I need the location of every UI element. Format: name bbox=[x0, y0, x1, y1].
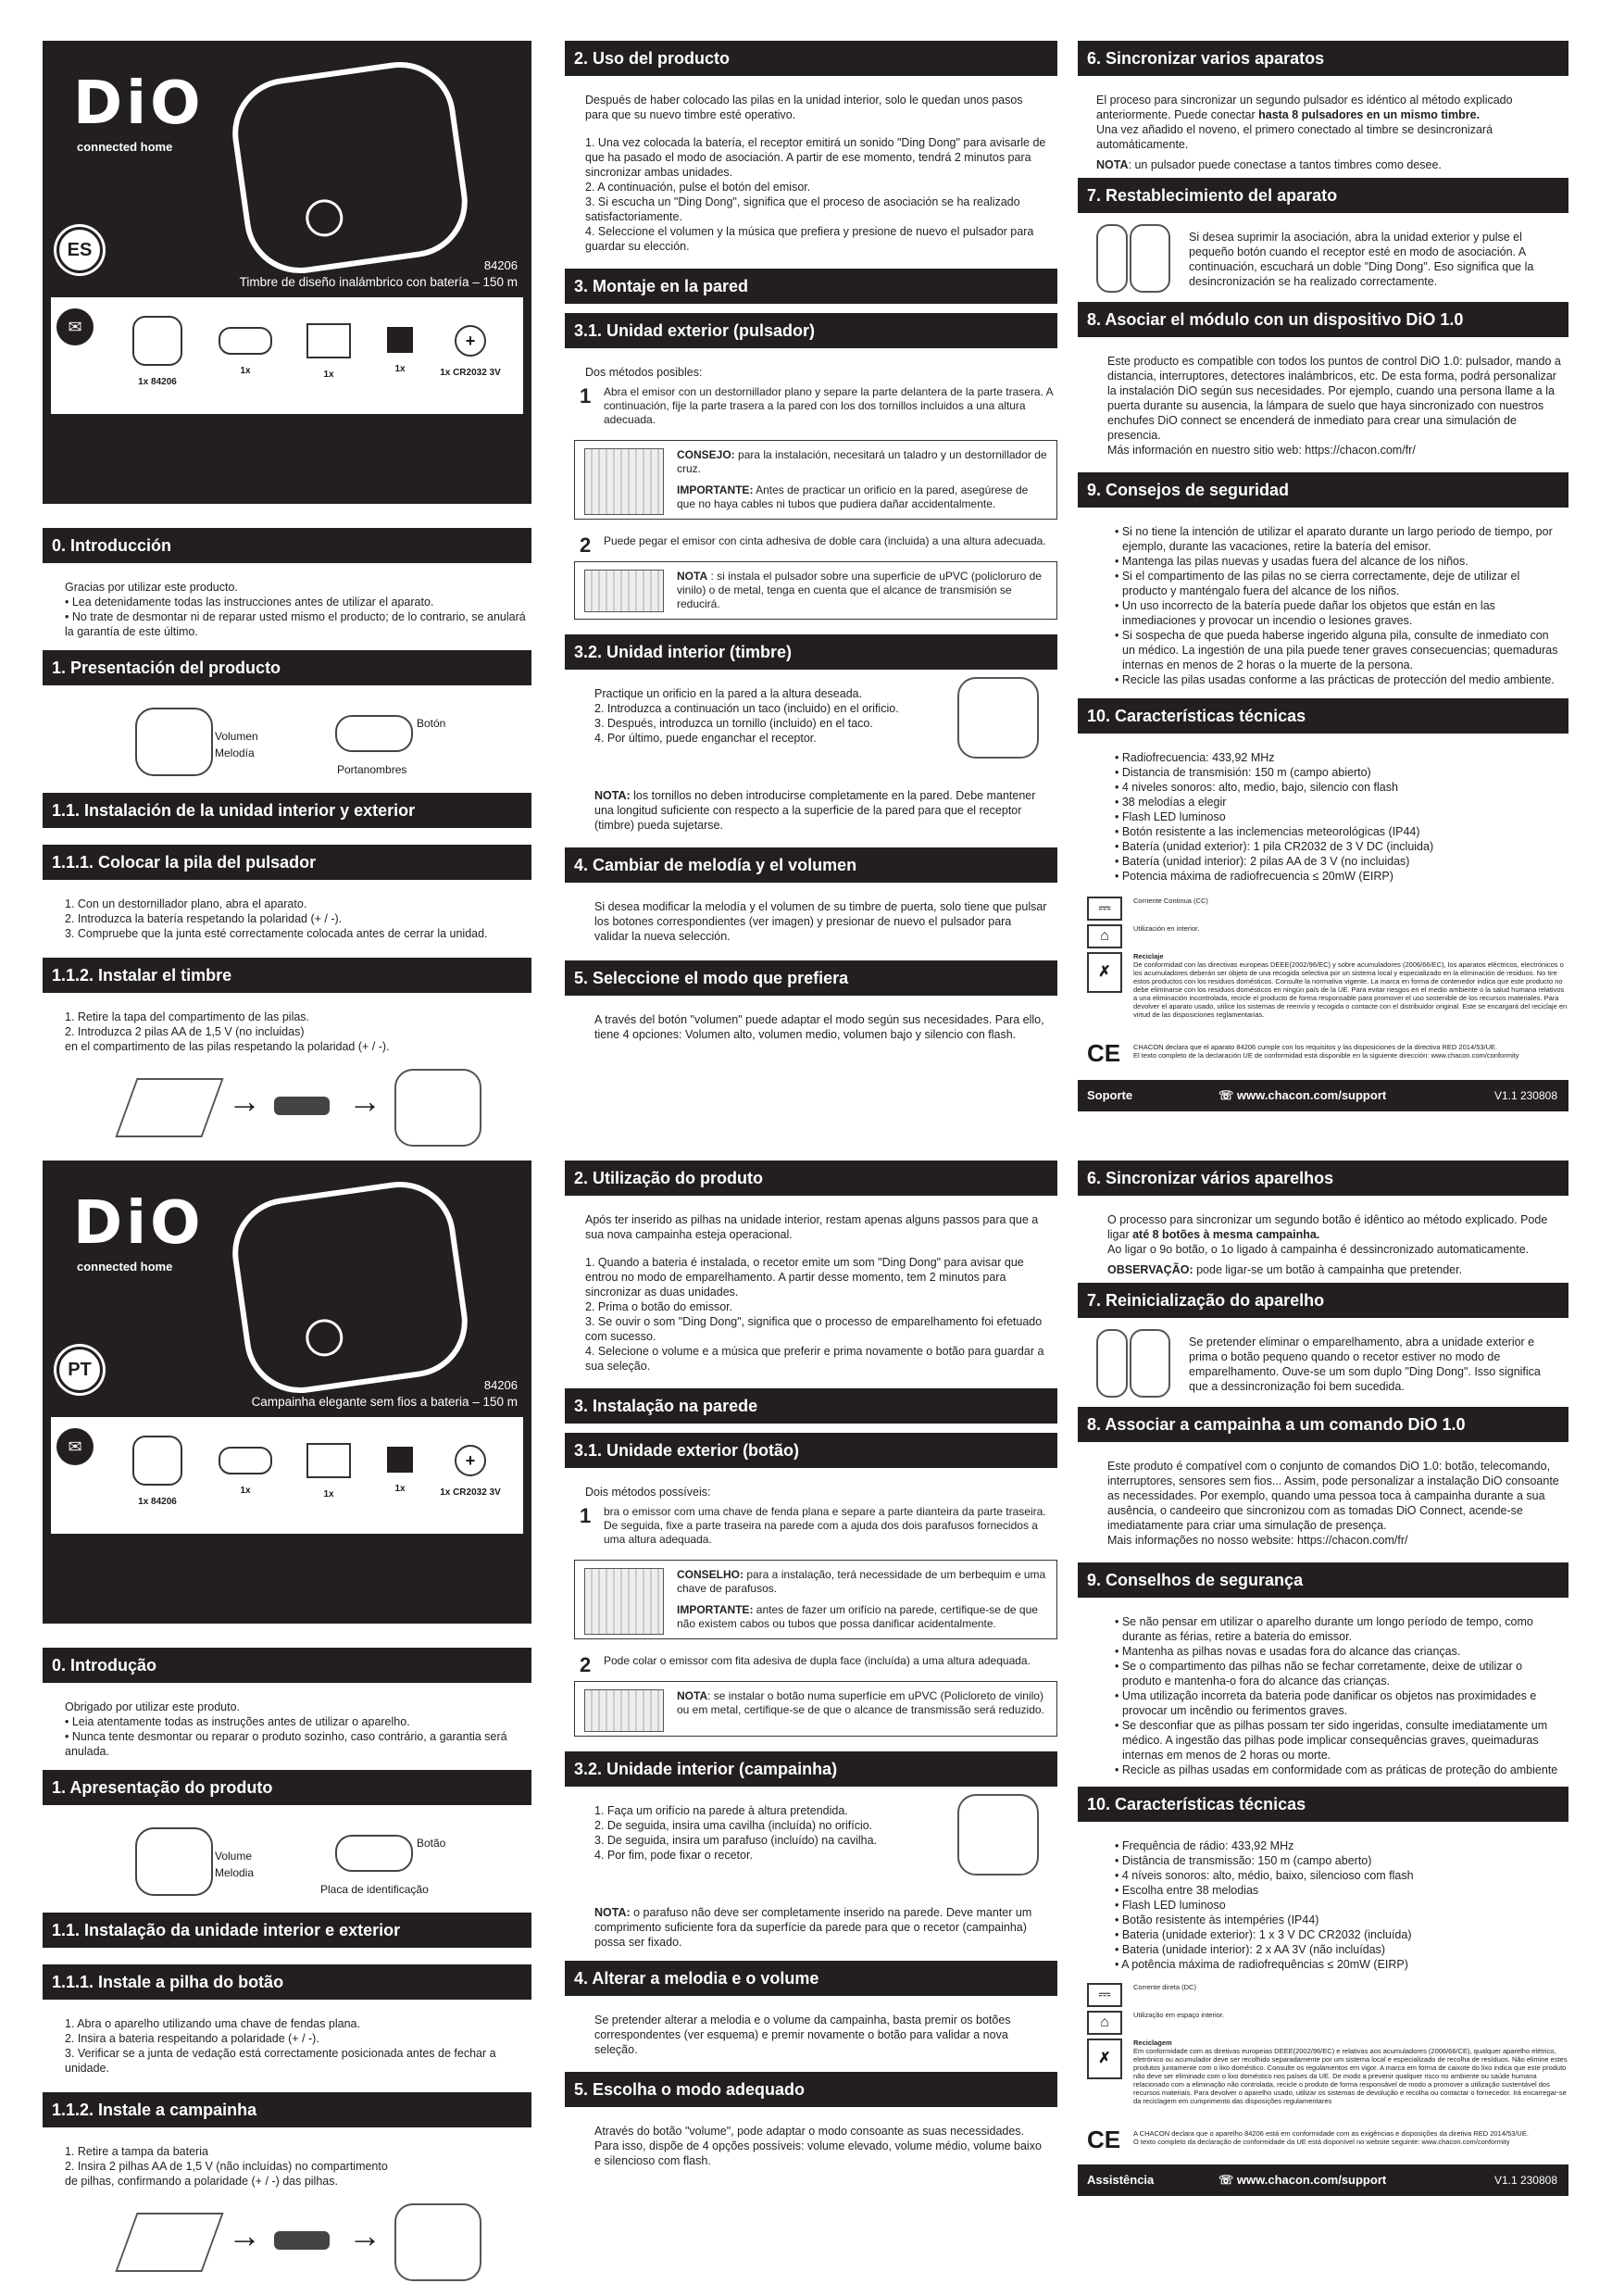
section-header: 1.1.1. Colocar la pila del pulsador bbox=[43, 845, 531, 880]
headset-icon: ☏ bbox=[1218, 2173, 1234, 2187]
section-header: 3. Instalação na parede bbox=[565, 1388, 1057, 1424]
list-item: • Botão resistente às intempéries (IP44) bbox=[1115, 1913, 1319, 1926]
step: 1. Una vez colocada la batería, el receptor emitirá un sonido "Ding Dong" para avisarle de que ha pasado el modo de asociación. A partir de ese momento, tendrá 2 minutos para sincronizar ambas unidades. bbox=[585, 136, 1046, 179]
paragraph: Através do botão "volume", pode adaptar o modo consoante as suas necessidades. Para isso, dispõe de 4 opções possíveis: volume elevado, volume médio, volume baixo e silencioso com flash. bbox=[594, 2125, 1042, 2167]
list-item: • Mantenha as pilhas novas e usadas fora do alcance das crianças. bbox=[1115, 1645, 1461, 1658]
paragraph: Este produto é compatível com o conjunto de comandos DiO 1.0: botão, telecomando, interruptores, sensores sem fios... Assim, pode personalizar a instalação DiO consoante as necessidades. Por exemplo, quando uma pessoa toca à campainha durante a sua ausência, o candeeiro que sincronizou com as tomadas DiO Connect, acende-se imediatamente para criar uma simulação de presença. bbox=[1107, 1460, 1559, 1532]
receiver-illustration bbox=[135, 1827, 213, 1896]
battery-install-illustration: → → bbox=[43, 1069, 531, 1161]
ce-mark-icon: CE bbox=[1087, 2126, 1121, 2153]
step: 4. Seleccione el volumen y la música que prefiera y presione de nuevo el pulsador para guardar su elección. bbox=[585, 225, 1034, 253]
step: 1. Faça um orifício na parede à altura pretendida. bbox=[594, 1804, 848, 1817]
indoor-house-icon: ⌂ bbox=[1087, 924, 1122, 948]
symbol-row: CE A CHACON declara que o aparelho 84206 está em conformidade com as exigências e disposições da diretiva RED 2014/53/UE. O texto completo da declaração de conformidade da UE está disponível no website seguinte: www.chacon.com/conformity bbox=[1087, 2126, 1529, 2153]
list-item: • Botón resistente a las inclemencias meteorológicas (IP44) bbox=[1115, 825, 1420, 838]
version: V1.1 230808 bbox=[1493, 1089, 1557, 1102]
dc-icon: ⎓ bbox=[1087, 897, 1122, 921]
dio-tagline: connected home bbox=[77, 140, 173, 154]
note-box: NOTA: se instalar o botão numa superfície em uPVC (Policloreto de vinilo) ou em metal, certifique-se de que o alcance de transmissão será reduzido. bbox=[574, 1681, 1057, 1737]
list-item: • Se desconfiar que as pilhas possam ter sido ingeridas, consulte imediatamente um médico. A ingestão das pilhas pode implicar consequências graves, queimaduras internas em menos de 2 horas ou morte. bbox=[1115, 1719, 1548, 1762]
list-item: • Recicle as pilhas usadas em conformidade com as práticas de proteção do ambiente bbox=[1115, 1763, 1558, 1776]
step: 2. Insira 2 pilhas AA de 1,5 V (não incluídas) no compartimento bbox=[65, 2160, 388, 2173]
button-reset-illustration bbox=[1096, 224, 1128, 293]
spanish-manual bbox=[0, 41, 1612, 1160]
section-header: 1.1.2. Instale a campainha bbox=[43, 2092, 531, 2127]
box-item: 1x bbox=[301, 316, 356, 380]
step: 3. Después, introduzca un tornillo (incluido) en el taco. bbox=[594, 717, 873, 730]
weee-bin-icon: ✗ bbox=[1087, 2039, 1122, 2079]
paragraph: Se pretender eliminar o emparelhamento, abra a unidade exterior e prima o botão pequeno quando o recetor estiver no modo de emparelhamento. Ouve-se um som duplo "Ding Dong". Isso significa que a dessincronização foi bem sucedida. bbox=[1189, 1336, 1541, 1393]
model-number: 84206 bbox=[483, 258, 518, 272]
section-header: 9. Conselhos de segurança bbox=[1078, 1562, 1568, 1598]
section-header: 6. Sincronizar vários aparelhos bbox=[1078, 1161, 1568, 1196]
receiver-reset-illustration bbox=[1130, 1329, 1170, 1398]
paragraph: Após ter inserido as pilhas na unidade interior, restam apenas alguns passos para que a sua nova campainha esteja operacional. bbox=[585, 1213, 1039, 1241]
step: 1. Retire la tapa del compartimento de las pilas. bbox=[65, 1010, 310, 1023]
box-item: 1x bbox=[377, 316, 423, 374]
paragraph: • Leia atentamente todas as instruções antes de utilizar o aparelho. bbox=[65, 1715, 410, 1728]
section-header: 7. Restablecimiento del aparato bbox=[1078, 178, 1568, 213]
list-item: • 38 melodías a elegir bbox=[1115, 796, 1227, 809]
paragraph: Gracias por utilizar este producto. bbox=[65, 581, 238, 594]
paragraph: Mais informações no nosso website: https://chacon.com/fr/ bbox=[1107, 1534, 1408, 1547]
drill-icon bbox=[584, 1568, 664, 1635]
section-header: 7. Reinicialização do aparelho bbox=[1078, 1283, 1568, 1318]
step: 3. Se ouvir o som "Ding Dong", significa que o processo de emparelhamento foi efetuado com sucesso. bbox=[585, 1315, 1043, 1343]
section-header: 9. Consejos de seguridad bbox=[1078, 472, 1568, 508]
button-reset-illustration bbox=[1096, 1329, 1128, 1398]
step: 1. Abra o aparelho utilizando uma chave de fendas plana. bbox=[65, 2017, 360, 2030]
list-item: • Frequência de rádio: 433,92 MHz bbox=[1115, 1839, 1294, 1852]
label: Botão bbox=[417, 1837, 446, 1850]
box-item: 1x bbox=[218, 316, 273, 376]
symbol-row: ⌂ Utilização em espaço interior. bbox=[1078, 2011, 1568, 2031]
list-item: • Potencia máxima de radiofrecuencia ≤ 20mW (EIRP) bbox=[1115, 870, 1393, 883]
product-presentation-illustration bbox=[43, 1822, 531, 1905]
specs-list bbox=[1107, 1838, 1568, 1972]
label: Melodía bbox=[215, 747, 255, 759]
support-footer bbox=[1078, 1080, 1568, 1111]
paragraph: A través del botón "volumen" puede adaptar el modo según sus necesidades. Para ello, tiene 4 opciones: Volumen alto, volumen medio, volumen bajo y silencio con flash. bbox=[594, 1013, 1044, 1041]
label: Placa de identificação bbox=[320, 1883, 429, 1896]
symbol-row: ✗ Reciclaje De conformidad con las directivas europeas DEEE(2002/96/EC) y sobre acumuladores (2006/66/EC), los aparatos eléctricos, electrónicos o los acumuladores deberán ser objeto de una recogida selectiva por un sistema local y especializado en la eliminación de residuos. No tire estos productos con los residuos domésticos. Consulte la normativa vigente. La marca en forma de contenedor indica que este producto no debe eliminarse con los residuos domésticos en ningún país de la UE. Para evitar riesgos en el medio ambiente o la salud humana relativos a una eliminación incontrolada, recicle el producto de forma responsable para promover el uso sostenible de los recursos materiales. Para devolver el aparato usado, utilice los sistemas de reenvío y recogida o contacte con el distribuidor original. Este se encargará del reciclaje en virtud de las disposiciones reglamentarias. bbox=[1078, 952, 1568, 1035]
list-item: • Se o compartimento das pilhas não se fechar corretamente, deixe de utilizar o produto e mantenha-o fora do alcance das crianças. bbox=[1115, 1660, 1523, 1687]
support-label: Assistência bbox=[1087, 2173, 1155, 2187]
dio-logo: DiO bbox=[73, 69, 205, 138]
paragraph: Después de haber colocado las pilas en la unidad interior, solo le quedan unos pasos para que su nuevo timbre esté operativo. bbox=[585, 94, 1023, 121]
pt-column-2: 2. Utilização do produto Após ter inserido as pilhas na unidade interior, restam apenas alguns passos para que a sua nova campainha esteja operacional. 1. Quando a bateria é instalada, o recetor emite um som "Ding Dong" para avisar que entrou no modo de emparelhamento. A partir desse momento, tem 2 minutos para sincronizar as duas unidades. 2. Prima o botão do emissor. 3. Se ouvir o som "Ding Dong", significa que o processo de emparelhamento foi efetuado com sucesso. 4. Selecione o volume e a música que preferir e prima novamente o botão para guardar a sua seleção. 3. Instalação na parede 3.1. Unidade exterior (botão) Dois métodos possíveis: 1 bra o emissor com uma chave de fenda plana e separe a parte dianteira da parte traseira. De seguida, fixe a parte traseira na parede com a ajuda dos dois parafusos fornecidos a uma altura adequada. CONSELHO: para a instalação, terá necessidade de um berbequim e uma chave de parafusos. IMPORTANTE: antes de fazer um orifício na parede, certifique-se de que não existem cabos ou tubos que possa danificar acidentalmente. 2 Pode colar o emissor com fita adesiva de dupla face (incluída) a uma altura adequada. NOTA: se instalar o botão numa superfície em uPVC (Policloreto de vinilo) ou em metal, certifique-se de que o alcance de transmissão será reduzido. 3.2. Unidade interior (campainha) 1. Faça um orifício na parede à altura pretendida. 2. De seguida, insira uma cavilha (incluída) no orifício. 3. De seguida, insira um parafuso (incluído) na cavilha. 4. Por fim, pode fixar o recetor. NOTA: o parafuso não deve ser completamente inserido na parede. Deve manter um comprimento suficiente fora da superfície da parede para que o recetor (campainha) possa ser fixado. 4. Alterar a melodia e o volume Se pretender alterar a melodia e o volume da campainha, basta premir os botões correspondentes (ver esquema) e premir novamente o botão para validar a nova seleção. 5. Escolha o modo adequado Através do botão "volume", pode adaptar o modo consoante as suas necessidades. Para isso, dispõe de 4 opções possíveis: volume elevado, volume médio, volume baixo e silencioso com flash. bbox=[565, 1161, 1057, 2174]
paragraph: Ao ligar o 9o botão, o 1o ligado à campainha é dessincronizado automaticamente. bbox=[1107, 1243, 1530, 1256]
es-column-3: 6. Sincronizar varios aparatos El proceso para sincronizar un segundo pulsador es idéntico al método explicado anteriormente. Puede conectar hasta 8 pulsadores en un mismo timbre. Una vez añadido el noveno, el primero conectado al timbre se desincronizará automáticamente. NOTA: un pulsador puede conectase a tantos timbres como desee. 7. Restablecimiento del aparato Si desea suprimir la asociación, abra la unidad exterior y pulse el pequeño botón cuando el receptor esté en modo de asociación. A continuación, escuchará un doble "Ding Dong". Eso significa que la desincronización se ha realizado correctamente. 8. Asociar el módulo con un dispositivo DiO 1.0 Este producto es compatible con todos los puntos de control DiO 1.0: pulsador, mando a distancia, interruptores, detectores inalámbricos, etc. De esta forma, podrá personalizar la instalación DiO según sus necesidades. Por ejemplo, cuando una persona llame a la puerta durante su ausencia, la lámpara de suelo que haya sincronizado con nuestros enchufes DiO connect se encenderá de inmediato para crear una simulación de presencia. Más información en nuestro sitio web: https://chacon.com/fr/ 9. Consejos de seguridad • Si no tiene la intención de utilizar el aparato durante un largo periodo de tiempo, por ejemplo, durante las vacaciones, retire la batería del emisor. • Mantenga las pilas nuevas y usadas fuera del alcance de los niños. • Si el compartimento de las pilas no se cierra correctamente, deje de utilizar el producto y manténgalo fuera del alcance de los niños. • Un uso incorrecto de la batería puede dañar los objetos que están en las inmediaciones y provocar un incendio o lesiones graves. • Si sospecha de que pueda haberse ingerido alguna pila, consulte de inmediato con un médico. La ingestión de una pila puede tener graves consecuencias; quemaduras internas en menos de 2 horas o la muerte de la persona. • Recicle las pilas usadas conforme a las prácticas de protección del medio ambiente. 10. Características técnicas • Radiofrecuencia: 433,92 MHz • Distancia de transmisión: 150 m (campo abierto) • 4 niveles sonoros: alto, medio, bajo, silencio con flash • 38 melodías a elegir • Flash LED luminoso • Botón resistente a las inclemencias meteorológicas (IP44) • Batería (unidad exterior): 1 pila CR2032 de 3 V DC (incluida) • Batería (unidad interior): 2 pilas AA de 3 V (no incluidas) • Potencia máxima de radiofrecuencia ≤ 20mW (EIRP) ⎓ Corriente Continua (CC) ⌂ Utilización en interior. ✗ Reciclaje De conformidad con las directivas europeas DEEE(2002/96/EC) y sobre acumuladores (2006/66/EC), los aparatos eléctricos, electrónicos o los acumuladores deberán ser objeto de una recogida selectiva por un sistema local y especializado en la eliminación de residuos. No tire estos productos con los residuos domésticos. Consulte la normativa vigente. La marca en forma de contenedor indica que este producto no debe eliminarse con los residuos domésticos en ningún país de la UE. Para evitar riesgos en el medio ambiente o la salud humana relativos a una eliminación incontrolada, recicle el producto de forma responsable para promover el uso sostenible de los recursos materiales. Para devolver el aparato usado, utilice los sistemas de reenvío y recogida o contacte con el distribuidor original. Este se encargará del reciclaje en virtud de las disposiciones reglamentarias. CE CHACON declara que el aparato 84206 cumple con los requisitos y las disposiciones de la directiva RED 2014/53/UE. El texto completo de la declaración UE de conformidad está disponible en la siguiente dirección: www.chacon.com/conformity Soporte ☏ www.chacon.com/support V1.1 230808 bbox=[1078, 41, 1568, 1111]
list-item: • Un uso incorrecto de la batería puede dañar los objetos que están en las inmediaciones y provocar un incendio o lesiones graves. bbox=[1115, 599, 1495, 627]
step: 1. Retire a tampa da bateria bbox=[65, 2145, 208, 2158]
list-item: • Escolha entre 38 melodias bbox=[1115, 1884, 1259, 1897]
safety-list bbox=[1107, 524, 1563, 687]
paragraph: • Nunca tente desmontar ou reparar o produto sozinho, caso contrário, a garantia será anulada. bbox=[65, 1730, 507, 1758]
step: 2. Prima o botão do emissor. bbox=[585, 1300, 733, 1313]
section-header: 10. Características técnicas bbox=[1078, 1787, 1568, 1822]
dio-tagline: connected home bbox=[77, 1260, 173, 1273]
support-link[interactable]: ☏ www.chacon.com/support bbox=[1218, 1088, 1387, 1102]
section-header: 1. Apresentação do produto bbox=[43, 1770, 531, 1805]
paragraph: • No trate de desmontar ni de reparar usted mismo el producto; de lo contrario, se anulará la garantía de este último. bbox=[65, 610, 526, 638]
box-contents bbox=[51, 1417, 523, 1534]
section-header: 2. Utilização do produto bbox=[565, 1161, 1057, 1196]
dio-logo: DiO bbox=[73, 1189, 205, 1258]
step: 2. De seguida, insira uma cavilha (incluída) no orifício. bbox=[594, 1819, 873, 1832]
receiver-wall-illustration bbox=[957, 1794, 1039, 1876]
box-icon: ✉ bbox=[56, 308, 94, 345]
step: 2. Introduzca a continuación un taco (incluido) en el orificio. bbox=[594, 702, 899, 715]
box-contents bbox=[51, 297, 523, 414]
section-header: 0. Introducción bbox=[43, 528, 531, 563]
receiver-illustration bbox=[135, 708, 213, 776]
list-item: • Si el compartimento de las pilas no se cierra correctamente, deje de utilizar el producto y manténgalo fuera del alcance de los niños. bbox=[1115, 570, 1520, 597]
symbol-row: ⎓ Corrente direta (DC) bbox=[1078, 1983, 1568, 2003]
section-header: 3. Montaje en la pared bbox=[565, 269, 1057, 304]
list-item: • Flash LED luminoso bbox=[1115, 810, 1226, 823]
note-box: NOTA : si instala el pulsador sobre una superficie de uPVC (policloruro de vinilo) o de metal, tenga en cuenta que el alcance de transmisión se reducirá. bbox=[574, 561, 1057, 620]
specs-list bbox=[1107, 750, 1568, 884]
push-button-illustration bbox=[335, 715, 413, 752]
method-1: 1 bra o emissor com uma chave de fenda plana e separe a parte dianteira da parte traseira. De seguida, fixe a parte traseira na parede com a ajuda dos dois parafusos fornecidos a uma altura adequada. bbox=[580, 1504, 1046, 1546]
list-item: • 4 níveis sonoros: alto, médio, baixo, silencioso com flash bbox=[1115, 1869, 1414, 1882]
step: 3. De seguida, insira um parafuso (incluído) na cavilha. bbox=[594, 1834, 878, 1847]
list-item: • Mantenga las pilas nuevas y usadas fuera del alcance de los niños. bbox=[1115, 555, 1468, 568]
step: 3. Si escucha un "Ding Dong", significa que el proceso de asociación se ha realizado satisfactoriamente. bbox=[585, 195, 1020, 223]
section-header: 4. Alterar a melodia e o volume bbox=[565, 1961, 1057, 1996]
label: Volumen bbox=[215, 730, 258, 743]
section-header: 8. Asociar el módulo con un dispositivo DiO 1.0 bbox=[1078, 302, 1568, 337]
step: 2. Insira a bateria respeitando a polaridade (+ / -). bbox=[65, 2032, 319, 2045]
section-header: 1. Presentación del producto bbox=[43, 650, 531, 685]
list-item: • Si no tiene la intención de utilizar el aparato durante un largo periodo de tiempo, por ejemplo, durante las vacaciones, retire la batería del emisor. bbox=[1115, 525, 1553, 553]
method-1: 1 Abra el emisor con un destornillador plano y separe la parte delantera de la parte trasera. A continuación, fije la parte trasera a la pared con los dos tornillos incluidos a una altura adecuada. bbox=[580, 384, 1053, 426]
language-badge: PT bbox=[56, 1347, 103, 1393]
section-header: 1.1.1. Instale a pilha do botão bbox=[43, 1964, 531, 2000]
cover-title: Timbre de diseño inalámbrico con batería – 150 m bbox=[239, 275, 518, 289]
section-header: 6. Sincronizar varios aparatos bbox=[1078, 41, 1568, 76]
label: Melodia bbox=[215, 1866, 255, 1879]
headset-icon: ☏ bbox=[1218, 1088, 1234, 1102]
section-header: 3.2. Unidade interior (campainha) bbox=[565, 1751, 1057, 1787]
receiver-wall-illustration bbox=[957, 677, 1039, 759]
step: 3. Verificar se a junta de vedação está correctamente posicionada antes de fechar a unidade. bbox=[65, 2047, 496, 2075]
label: Volume bbox=[215, 1850, 253, 1863]
list-item: • Radiofrecuencia: 433,92 MHz bbox=[1115, 751, 1275, 764]
paragraph: • Lea detenidamente todas las instrucciones antes de utilizar el aparato. bbox=[65, 596, 434, 609]
list-item: • Recicle las pilas usadas conforme a las prácticas de protección del medio ambiente. bbox=[1115, 673, 1555, 686]
list-item: • Batería (unidad interior): 2 pilas AA de 3 V (no incluidas) bbox=[1115, 855, 1410, 868]
list-item: • Bateria (unidade exterior): 1 x 3 V DC CR2032 (incluída) bbox=[1115, 1928, 1412, 1941]
safety-list bbox=[1107, 1614, 1563, 1777]
step: 1. Quando a bateria é instalada, o recetor emite um som "Ding Dong" para avisar que entrou no modo de emparelhamento. A partir desse momento, tem 2 minutos para sincronizar as duas unidades. bbox=[585, 1256, 1024, 1299]
step: 2. A continuación, pulse el botón del emisor. bbox=[585, 181, 811, 194]
step: 3. Compruebe que la junta esté correctamente colocada antes de cerrar la unidad. bbox=[65, 927, 488, 940]
section-header: 8. Associar a campainha a um comando DiO 1.0 bbox=[1078, 1407, 1568, 1442]
list-item: • 4 niveles sonoros: alto, medio, bajo, silencio con flash bbox=[1115, 781, 1398, 794]
step: de pilhas, confirmando a polaridade (+ / -) das pilhas. bbox=[65, 2175, 338, 2188]
section-header: 1.1.2. Instalar el timbre bbox=[43, 958, 531, 993]
paragraph: Si desea suprimir la asociación, abra la unidad exterior y pulse el pequeño botón cuando el receptor esté en modo de asociación. A continuación, escuchará un doble "Ding Dong". Eso significa que la desincronización se ha realizado correctamente. bbox=[1189, 231, 1534, 288]
box-icon: ✉ bbox=[56, 1428, 94, 1465]
box-item: 1x 84206 bbox=[125, 316, 190, 387]
list-item: • Distância de transmissão: 150 m (campo aberto) bbox=[1115, 1854, 1372, 1867]
list-item: • Si sospecha de que pueda haberse ingerido alguna pila, consulte de inmediato con un médico. La ingestión de una pila puede tener graves consecuencias; quemaduras internas en menos de 2 horas o la muerte de la persona. bbox=[1115, 629, 1558, 671]
paragraph: Este producto es compatible con todos los puntos de control DiO 1.0: pulsador, mando a distancia, interruptores, detectores inalámbricos, etc. De esta forma, podrá personalizar la instalación DiO según sus necesidades. Por ejemplo, cuando una persona llame a la puerta durante su ausencia, la lámpara de suelo que haya sincronizado con nuestros enchufes DiO connect se encenderá de inmediato para crear una simulación de presencia. bbox=[1107, 355, 1561, 442]
symbol-row: ⌂ Utilización en interior. bbox=[1078, 924, 1568, 945]
paragraph: Dois métodos possíveis: bbox=[585, 1486, 711, 1499]
step: 2. Introduzca la batería respetando la polaridad (+ / -). bbox=[65, 912, 343, 925]
doorbell-device-illustration bbox=[225, 1174, 474, 1400]
tip-box: CONSEJO: para la instalación, necesitará un taladro y un destornillador de cruz. IMPORTANTE: Antes de practicar un orificio en la pared, asegúrese de que no haya cables ni tubos que pudiera dañar accidentalmente. bbox=[574, 440, 1057, 520]
method-2: 2 Pode colar o emissor com fita adesiva de dupla face (incluída) a uma altura adequada. bbox=[580, 1653, 1031, 1676]
section-header: 5. Seleccione el modo que prefiera bbox=[565, 960, 1057, 996]
language-badge: ES bbox=[56, 227, 103, 273]
list-item: • Batería (unidad exterior): 1 pila CR2032 de 3 V DC (incluida) bbox=[1115, 840, 1434, 853]
paragraph: Si desea modificar la melodía y el volumen de su timbre de puerta, solo tiene que pulsar los botones correspondientes (ver imagen) y presionar de nuevo el pulsador para validar la nueva selección. bbox=[594, 900, 1047, 943]
weee-bin-icon: ✗ bbox=[1087, 952, 1122, 993]
es-column-2: 2. Uso del producto Después de haber colocado las pilas en la unidad interior, solo le quedan unos pasos para que su nuevo timbre esté operativo. 1. Una vez colocada la batería, el receptor emitirá un sonido "Ding Dong" para avisarle de que ha pasado el modo de asociación. A partir de ese momento, tendrá 2 minutos para sincronizar ambas unidades. 2. A continuación, pulse el botón del emisor. 3. Si escucha un "Ding Dong", significa que el proceso de asociación se ha realizado satisfactoriamente. 4. Seleccione el volumen y la música que prefiera y presione de nuevo el pulsador para guardar su elección. 3. Montaje en la pared 3.1. Unidad exterior (pulsador) Dos métodos posibles: 1 Abra el emisor con un destornillador plano y separe la parte delantera de la parte trasera. A continuación, fije la parte trasera a la pared con los dos tornillos incluidos a una altura adecuada. CONSEJO: para la instalación, necesitará un taladro y un destornillador de cruz. IMPORTANTE: Antes de practicar un orificio en la pared, asegúrese de que no haya cables ni tubos que pudiera dañar accidentalmente. 2 Puede pegar el emisor con cinta adhesiva de doble cara (incluida) a una altura adecuada. NOTA : si instala el pulsador sobre una superficie de uPVC (policloruro de vinilo) o de metal, tenga en cuenta que el alcance de transmisión se reducirá. 3.2. Unidad interior (timbre) Practique un orificio en la pared a la altura deseada. 2. Introduzca a continuación un taco (incluido) en el orificio. 3. Después, introduzca un tornillo (incluido) en el taco. 4. Por último, puede enganchar el receptor. NOTA: los tornillos no deben introducirse completamente en la pared. Debe mantener una longitud suficiente con respecto a la superficie de la pared para que el receptor (timbre) pueda sujetarse. 4. Cambiar de melodía y el volumen Si desea modificar la melodía y el volumen de su timbre de puerta, solo tiene que pulsar los botones correspondientes (ver imagen) y presionar de nuevo el pulsador para validar la nueva selección. 5. Seleccione el modo que prefiera A través del botón "volumen" puede adaptar el modo según sus necesidades. Para ello, tiene 4 opciones: Volumen alto, volumen medio, volumen bajo y silencio con flash. bbox=[565, 41, 1057, 1048]
list-item: • Distancia de transmisión: 150 m (campo abierto) bbox=[1115, 766, 1371, 779]
drill-icon bbox=[584, 448, 664, 515]
label: Botón bbox=[417, 717, 446, 730]
cover-title: Campainha elegante sem fios a bateria – 150 m bbox=[251, 1395, 518, 1409]
doorbell-device-illustration bbox=[225, 55, 474, 281]
list-item: • A potência máxima de radiofrequências ≤ 20mW (EIRP) bbox=[1115, 1958, 1408, 1971]
symbol-row: CE CHACON declara que el aparato 84206 cumple con los requisitos y las disposiciones de la directiva RED 2014/53/UE. El texto completo de la declaración UE de conformidad está disponible en la siguiente dirección: www.chacon.com/conformity bbox=[1087, 1039, 1519, 1067]
method-2: 2 Puede pegar el emisor con cinta adhesiva de doble cara (incluida) a una altura adecuada. bbox=[580, 533, 1046, 557]
support-footer bbox=[1078, 2164, 1568, 2196]
section-header: 4. Cambiar de melodía y el volumen bbox=[565, 847, 1057, 883]
step: Practique un orificio en la pared a la altura deseada. bbox=[594, 687, 863, 700]
pt-column-3: 6. Sincronizar vários aparelhos O processo para sincronizar um segundo botão é idêntico ao método explicado. Pode ligar até 8 botões à mesma campainha. Ao ligar o 9o botão, o 1o ligado à campainha é dessincronizado automaticamente. OBSERVAÇÃO: pode ligar-se um botão à campainha que pretender. 7. Reinicialização do aparelho Se pretender eliminar o emparelhamento, abra a unidade exterior e prima o botão pequeno quando o recetor estiver no modo de emparelhamento. Ouve-se um som duplo "Ding Dong". Isso significa que a dessincronização foi bem sucedida. 8. Associar a campainha a um comando DiO 1.0 Este produto é compatível com o conjunto de comandos DiO 1.0: botão, telecomando, interruptores, sensores sem fios... Assim, pode personalizar a instalação DiO consoante as necessidades. Por exemplo, quando uma pessoa toca à campainha durante a sua ausência, o candeeiro que sincronizou com as tomadas DiO Connect, acende-se imediatamente para criar uma simulação de presença. Mais informações no nosso website: https://chacon.com/fr/ 9. Conselhos de segurança • Se não pensar em utilizar o aparelho durante um longo período de tempo, como durante as férias, retire a bateria do emissor. • Mantenha as pilhas novas e usadas fora do alcance das crianças. • Se o compartimento das pilhas não se fechar corretamente, deixe de utilizar o produto e mantenha-o fora do alcance das crianças. • Uma utilização incorreta da bateria pode danificar os objetos nas proximidades e provocar um incêndio ou ferimentos graves. • Se desconfiar que as pilhas possam ter sido ingeridas, consulte imediatamente um médico. A ingestão das pilhas pode implicar consequências graves, queimaduras internas em menos de 2 horas ou morte. • Recicle as pilhas usadas em conformidade com as práticas de proteção do ambiente 10. Características técnicas • Frequência de rádio: 433,92 MHz • Distância de transmissão: 150 m (campo aberto) • 4 níveis sonoros: alto, médio, baixo, silencioso com flash • Escolha entre 38 melodias • Flash LED luminoso • Botão resistente às intempéries (IP44) • Bateria (unidade exterior): 1 x 3 V DC CR2032 (incluída) • Bateria (unidade interior): 2 x AA 3V (não incluídas) • A potência máxima de radiofrequências ≤ 20mW (EIRP) ⎓ Corrente direta (DC) ⌂ Utilização em espaço interior. ✗ Reciclagem Em conformidade com as diretivas europeias DEEE(2002/96/EC) e relativas aos acumuladores (2006/66/CE), qualquer aparelho elétrico, eletrónico ou acumulador deve ser recolhido separadamente por um sistema local e especializado de recolha de resíduos. Não elimine estes produtos juntamente com o lixo doméstico. Consulte os regulamentos em vigor. A marca em forma de caixote do lixo indica que este produto não deve ser eliminado com o lixo doméstico nos países da UE. De modo a prevenir qualquer risco no ambiente ou saúde humana relacionado com a eliminação não controlada, recicle o produto de forma responsável de modo a promover a utilização sustentável dos recursos materiais. Para devolver o aparelho usado, utilizar os sistemas de devolução e recolha ou contactar o fornecedor. Irá encarregar-se da reciclagem em cumprimento das disposições regulamentares CE A CHACON declara que o aparelho 84206 está em conformidade com as exigências e disposições da diretiva RED 2014/53/UE. O texto completo da declaração de conformidade da UE está disponível no website seguinte: www.chacon.com/conformity Assistência ☏ www.chacon.com/support V1.1 230808 bbox=[1078, 1161, 1568, 2196]
section-header: 1.1. Instalación de la unidad interior y exterior bbox=[43, 793, 531, 828]
step: 4. Selecione o volume e a música que preferir e prima novamente o botão para guardar a sua seleção. bbox=[585, 1345, 1044, 1373]
step: 4. Por fim, pode fixar o recetor. bbox=[594, 1849, 753, 1862]
receiver-reset-illustration bbox=[1130, 224, 1170, 293]
portuguese-manual bbox=[0, 1161, 1612, 2279]
tip-box: CONSELHO: para a instalação, terá necessidade de um berbequim e uma chave de parafusos. IMPORTANTE: antes de fazer um orifício na parede, certifique-se de que não existem cabos ou tubos que possa danificar acidentalmente. bbox=[574, 1560, 1057, 1639]
paragraph: Más información en nuestro sitio web: https://chacon.com/fr/ bbox=[1107, 444, 1416, 457]
section-header: 1.1. Instalação da unidade interior e exterior bbox=[43, 1913, 531, 1948]
box-item: + 1x CR2032 3V bbox=[429, 1436, 512, 1498]
step: 1. Con un destornillador plano, abra el aparato. bbox=[65, 897, 307, 910]
paragraph: Se pretender alterar a melodia e o volume da campainha, basta premir os botões correspondentes (ver esquema) e premir novamente o botão para validar a nova seleção. bbox=[594, 2014, 1011, 2056]
box-item: 1x bbox=[301, 1436, 356, 1499]
section-header: 10. Características técnicas bbox=[1078, 698, 1568, 734]
adhesive-icon bbox=[584, 570, 664, 612]
section-header: 0. Introdução bbox=[43, 1648, 531, 1683]
es-column-1 bbox=[43, 41, 531, 1161]
paragraph: Dos métodos posibles: bbox=[585, 366, 703, 379]
push-button-illustration bbox=[335, 1835, 413, 1872]
label: Portanombres bbox=[337, 763, 407, 776]
indoor-house-icon: ⌂ bbox=[1087, 2011, 1122, 2035]
battery-install-illustration: → → bbox=[43, 2203, 531, 2296]
adhesive-icon bbox=[584, 1689, 664, 1732]
symbol-row: ✗ Reciclagem Em conformidade com as diretivas europeias DEEE(2002/96/EC) e relativas aos acumuladores (2006/66/CE), qualquer aparelho elétrico, eletrónico ou acumulador deve ser recolhido separadamente por um sistema local e especializado de recolha de resíduos. Não elimine estes produtos juntamente com o lixo doméstico. Consulte os regulamentos em vigor. A marca em forma de caixote do lixo indica que este produto não deve ser eliminado com o lixo doméstico nos países da UE. De modo a prevenir qualquer risco no ambiente ou saúde humana relacionado com a eliminação não controlada, recicle o produto de forma responsável de modo a promover a utilização sustentável dos recursos materiais. Para devolver o aparelho usado, utilizar os sistemas de devolução e recolha ou contactar o fornecedor. Irá encarregar-se da reciclagem em cumprimento das disposições regulamentares bbox=[1078, 2039, 1568, 2122]
box-item: + 1x CR2032 3V bbox=[429, 316, 512, 378]
section-header: 3.2. Unidad interior (timbre) bbox=[565, 634, 1057, 670]
section-header: 3.1. Unidade exterior (botão) bbox=[565, 1433, 1057, 1468]
box-item: 1x 84206 bbox=[125, 1436, 190, 1507]
list-item: • Flash LED luminoso bbox=[1115, 1899, 1226, 1912]
box-item: 1x bbox=[218, 1436, 273, 1496]
dc-icon: ⎓ bbox=[1087, 1983, 1122, 2007]
section-header: 2. Uso del producto bbox=[565, 41, 1057, 76]
product-presentation-illustration bbox=[43, 702, 531, 785]
step: en el compartimento de las pilas respetando la polaridad (+ / -). bbox=[65, 1040, 390, 1053]
section-header: 5. Escolha o modo adequado bbox=[565, 2072, 1057, 2107]
es-cover bbox=[43, 41, 531, 504]
box-item: 1x bbox=[377, 1436, 423, 1494]
support-link[interactable]: ☏ www.chacon.com/support bbox=[1218, 2173, 1387, 2187]
support-label: Soporte bbox=[1087, 1088, 1133, 1102]
paragraph: Una vez añadido el noveno, el primero conectado al timbre se desincronizará automáticamente. bbox=[1096, 123, 1493, 151]
pt-cover bbox=[43, 1161, 531, 1624]
list-item: • Bateria (unidade interior): 2 x AA 3V (não incluídas) bbox=[1115, 1943, 1386, 1956]
section-header: 3.1. Unidad exterior (pulsador) bbox=[565, 313, 1057, 348]
list-item: • Se não pensar em utilizar o aparelho durante um longo período de tempo, como durante as férias, retire a bateria do emissor. bbox=[1115, 1615, 1533, 1643]
pt-column-1 bbox=[43, 1161, 531, 2296]
ce-mark-icon: CE bbox=[1087, 1039, 1121, 1067]
symbol-row: ⎓ Corriente Continua (CC) bbox=[1078, 897, 1568, 917]
step: 4. Por último, puede enganchar el receptor. bbox=[594, 732, 817, 745]
paragraph: Obrigado por utilizar este produto. bbox=[65, 1700, 240, 1713]
version: V1.1 230808 bbox=[1493, 2174, 1557, 2187]
step: 2. Introduzca 2 pilas AA de 1,5 V (no incluidas) bbox=[65, 1025, 305, 1038]
model-number: 84206 bbox=[483, 1378, 518, 1392]
list-item: • Uma utilização incorreta da bateria pode danificar os objetos nas proximidades e provocar um incêndio ou ferimentos graves. bbox=[1115, 1689, 1537, 1717]
